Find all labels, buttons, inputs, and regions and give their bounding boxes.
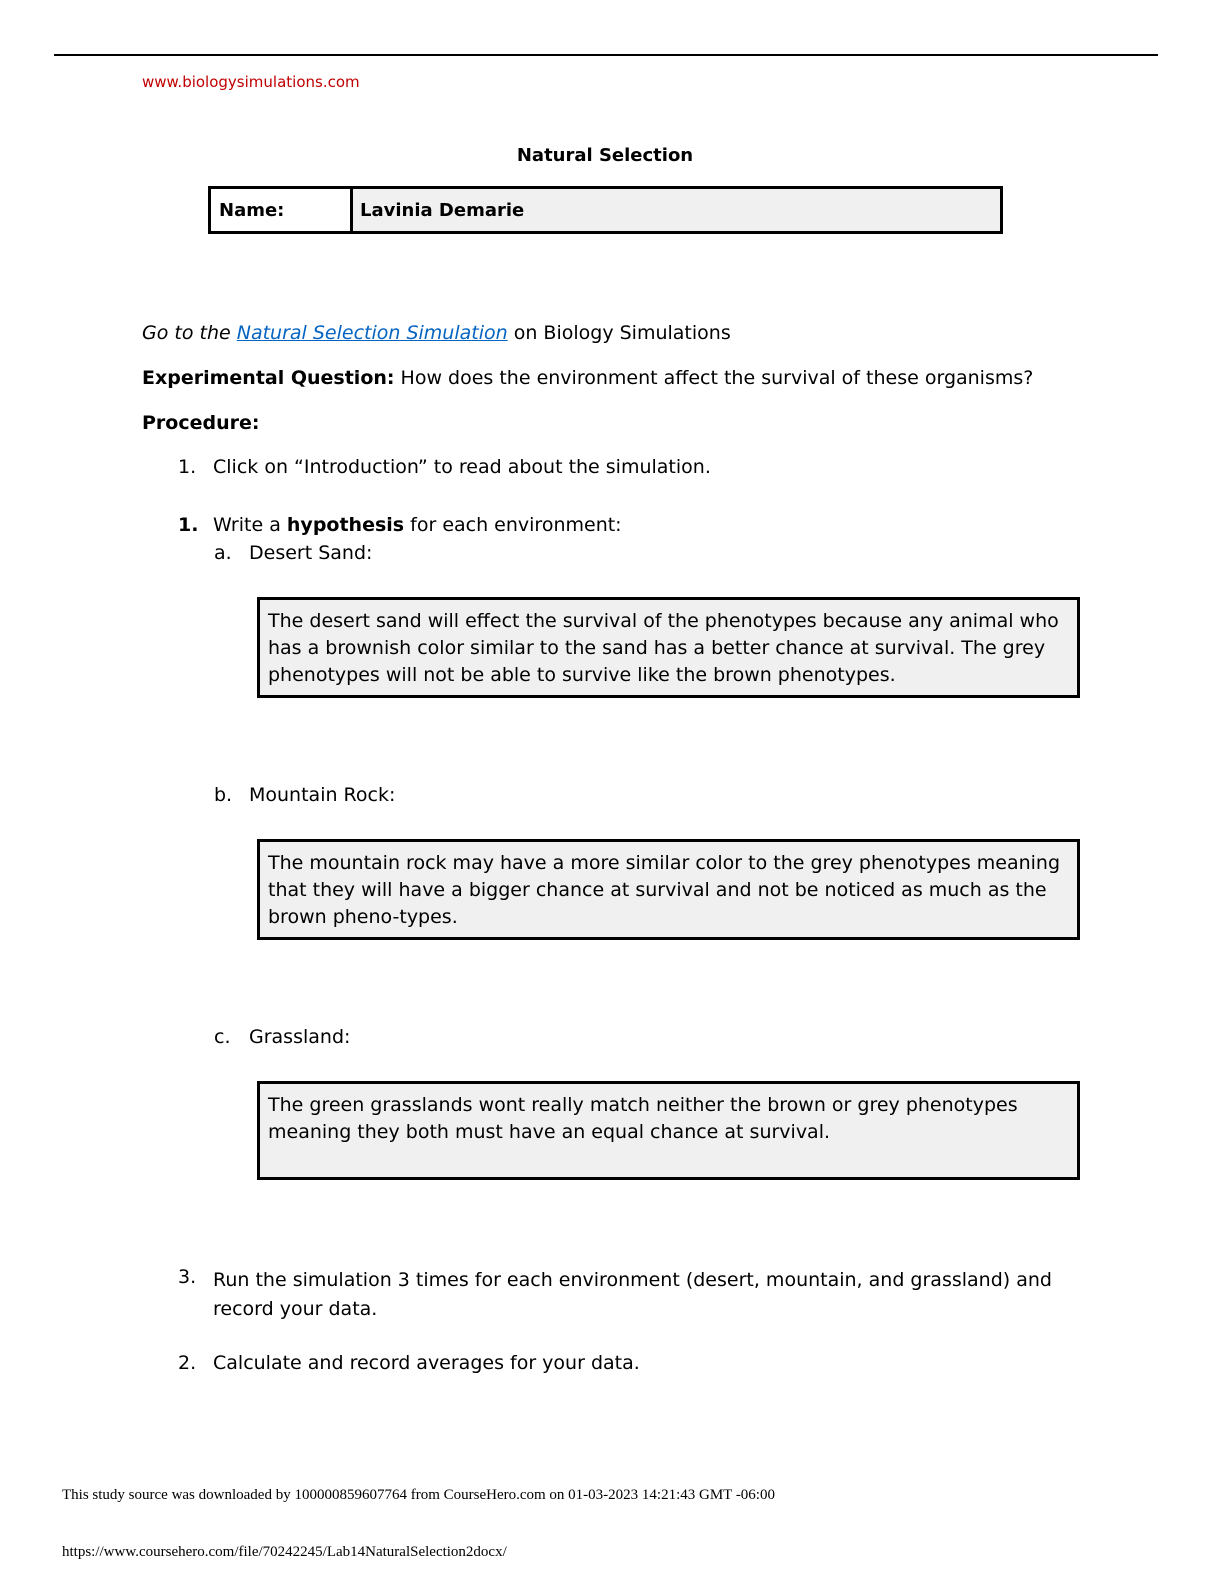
sub-item-letter: b. <box>214 784 233 806</box>
answer-box-mountain[interactable]: The mountain rock may have a more similar color to the grey phenotypes meaning that they will have a bigger chance at survival and not be noticed as much as the brown pheno-types. <box>257 839 1080 940</box>
sub-item-label: Grassland: <box>249 1026 351 1048</box>
procedure-heading: Procedure: <box>142 412 260 434</box>
step-number: 3. <box>178 1266 197 1288</box>
step-number: 1. <box>178 456 197 478</box>
step-text: Calculate and record averages for your data. <box>213 1352 640 1374</box>
sub-item-label: Mountain Rock: <box>249 784 396 806</box>
goto-suffix: on Biology Simulations <box>513 322 731 344</box>
answer-box-desert[interactable]: The desert sand will effect the survival of the phenotypes because any animal who has a brownish color similar to the sand has a better chance at survival. The grey phenotypes will not be able to survive like the brown phenotypes. <box>257 597 1080 698</box>
sub-item-letter: a. <box>214 542 232 564</box>
name-table <box>208 186 1003 234</box>
goto-prefix: Go to the <box>142 322 231 344</box>
sub-item-letter: c. <box>214 1026 231 1048</box>
hypothesis-term: hypothesis <box>286 514 405 536</box>
step-text: Write a hypothesis for each environment: <box>213 514 622 536</box>
step-text: Run the simulation 3 times for each environment (desert, mountain, and grassland) and record your data. <box>213 1269 1052 1320</box>
goto-instruction <box>142 322 731 344</box>
name-label: Name: <box>211 189 353 231</box>
document-title: Natural Selection <box>516 145 694 166</box>
experimental-question <box>142 367 1033 389</box>
step-text: Click on “Introduction” to read about the simulation. <box>213 456 711 478</box>
header-rule <box>54 54 1158 56</box>
step-number: 2. <box>178 1352 197 1374</box>
question-text: How does the environment affect the survival of these organisms? <box>400 367 1034 389</box>
source-url[interactable]: https://www.coursehero.com/file/70242245/Lab14NaturalSelection2docx/ <box>62 1544 507 1560</box>
site-link[interactable]: www.biologysimulations.com <box>142 73 360 91</box>
simulation-link[interactable]: Natural Selection Simulation <box>236 322 508 344</box>
study-source-notice: This study source was downloaded by 100000859607764 from CourseHero.com on 01-03-2023 14:21:43 GMT -06:00 <box>62 1487 775 1503</box>
question-label: Experimental Question: <box>142 367 395 389</box>
answer-box-grassland[interactable]: The green grasslands wont really match neither the brown or grey phenotypes meaning they both must have an equal chance at survival. <box>257 1081 1080 1180</box>
name-value: Lavinia Demarie <box>360 199 525 221</box>
step-number: 1. <box>178 514 199 536</box>
sub-item-label: Desert Sand: <box>249 542 373 564</box>
